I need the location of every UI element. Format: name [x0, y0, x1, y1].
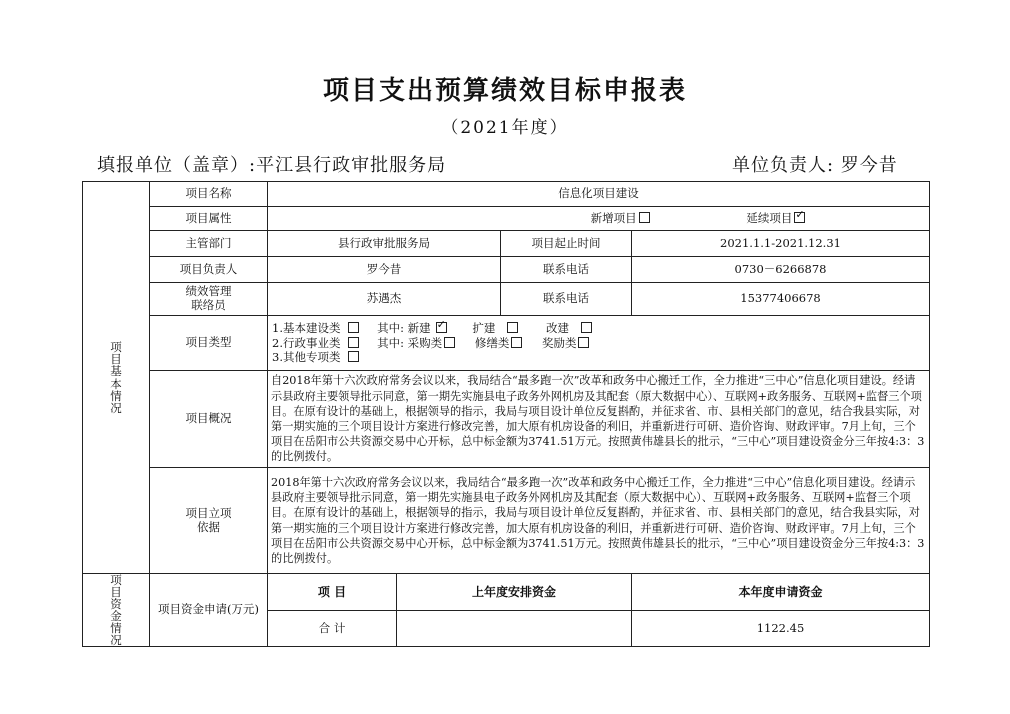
project-basis-label: 项目立项 依据 [150, 468, 268, 574]
project-attribute-options [268, 207, 930, 231]
type-procurement-checkbox[interactable] [444, 337, 455, 348]
funds-total-this-year: 1122.45 [632, 610, 930, 647]
row-department [83, 231, 930, 257]
type-repair-checkbox[interactable] [511, 337, 522, 348]
leader-label: 项目负责人 [150, 257, 268, 283]
row-project-attribute [83, 207, 930, 231]
attr-new-label: 新增项目 [590, 210, 637, 225]
row-project-type [83, 316, 930, 371]
section-basic-info-label: 项 目 基 本 情 况 [83, 182, 150, 574]
project-type-label: 项目类型 [150, 316, 268, 371]
period-value: 2021.1.1-2021.12.31 [632, 231, 930, 257]
project-type-options: 1.基本建设类 其中: 新建✓ 扩建 改建 2.行政事业类 其中: 采购类 修缮类 奖励类 3.其他专项类 [268, 316, 930, 371]
attr-new-checkbox[interactable] [639, 212, 650, 223]
performance-contact-value: 苏遇杰 [268, 283, 501, 316]
project-overview-label: 项目概况 [150, 371, 268, 468]
funds-col-item: 项 目 [268, 574, 397, 611]
type-expansion-checkbox[interactable] [507, 322, 518, 333]
funds-col-this-year: 本年度申请资金 [632, 574, 930, 611]
section-funds-label: 项 目 资 金 情 况 [83, 574, 150, 647]
period-label: 项目起止时间 [501, 231, 632, 257]
leader-value: 罗今昔 [268, 257, 501, 283]
row-project-basis [83, 468, 930, 574]
project-name-value: 信息化项目建设 [268, 182, 930, 207]
row-project-overview [83, 371, 930, 468]
year-subtitle: （2021年度） [441, 118, 569, 138]
type-capital-construction-checkbox[interactable] [348, 322, 359, 333]
performance-contact-label: 绩效管理 联络员 [150, 283, 268, 316]
type-renovation-checkbox[interactable] [581, 322, 592, 333]
project-overview-text: 自2018年第十六次政府常务会议以来，我局结合“最多跑一次”改革和政务中心搬迁工作，全力推进“三中心”信息化项目建设。经请示县政府主要领导批示同意，第一期先实施县电子政务外网机房及其配套（原大数据中心）、互联网+政务服务、互联网+监督三个项目。在原有设计的基础上，根据领导的指示，我局与项目设计单位反复斟酌，并征求省、市、县相关部门的意见，结合我县实际，对第一期实施的三个项目设计方案进行修改完善，加大原有机房设备的利旧，并重新进行可研、造价咨询、财政评审。7月上旬，三个项目在岳阳市公共资源交易中心开标，总中标金额为3741.51万元。按照黄伟雄县长的批示，“三中心”项目建设资金分三年按4:3：3的比例拨付。 [268, 371, 930, 468]
funds-col-last-year: 上年度安排资金 [397, 574, 632, 611]
funds-total-last-year [397, 610, 632, 647]
row-project-name [83, 182, 930, 207]
attr-continue-checkbox[interactable] [794, 212, 805, 223]
type-other-special-checkbox[interactable] [348, 351, 359, 362]
row-project-leader [83, 257, 930, 283]
leader-phone-value: 0730－6266878 [632, 257, 930, 283]
type-new-build-checkbox[interactable] [436, 322, 447, 333]
funds-application-label: 项目资金申请(万元) [150, 574, 268, 647]
budget-form-table [82, 181, 930, 647]
row-funds-header [83, 574, 930, 611]
project-name-label: 项目名称 [150, 182, 268, 207]
department-value: 县行政审批服务局 [268, 231, 501, 257]
performance-phone-label: 联系电话 [501, 283, 632, 316]
department-label: 主管部门 [150, 231, 268, 257]
unit-responsible-person: 单位负责人: 罗今昔 [732, 155, 898, 176]
page-title: 项目支出预算绩效目标申报表 [322, 76, 687, 106]
funds-total-label: 合 计 [268, 610, 397, 647]
type-administrative-checkbox[interactable] [348, 337, 359, 348]
attr-continue-label: 延续项目 [746, 210, 793, 225]
project-basis-text: 2018年第十六次政府常务会议以来，我局结合“最多跑一次”改革和政务中心搬迁工作，全力推进“三中心”信息化项目建设。经请示县政府主要领导批示同意，第一期先实施县电子政务外网机房及其配套（原大数据中心）、互联网+政务服务、互联网+监督三个项目。在原有设计的基础上，根据领导的指示，我局与项目设计单位反复斟酌，并征求省、市、县相关部门的意见，结合我县实际，对第一期实施的三个项目设计方案进行修改完善，加大原有机房设备的利旧，并重新进行可研、造价咨询、财政评审。7月上旬，三个项目在岳阳市公共资源交易中心开标，总中标金额为3741.51万元。按照黄伟雄县长的批示，“三中心”项目建设资金分三年按4:3：3的比例拨付。 [268, 468, 930, 574]
reporting-unit: 填报单位（盖章）:平江县行政审批服务局 [97, 155, 447, 176]
performance-phone-value: 15377406678 [632, 283, 930, 316]
leader-phone-label: 联系电话 [501, 257, 632, 283]
type-reward-checkbox[interactable] [578, 337, 589, 348]
row-performance-contact [83, 283, 930, 316]
project-attribute-label: 项目属性 [150, 207, 268, 231]
